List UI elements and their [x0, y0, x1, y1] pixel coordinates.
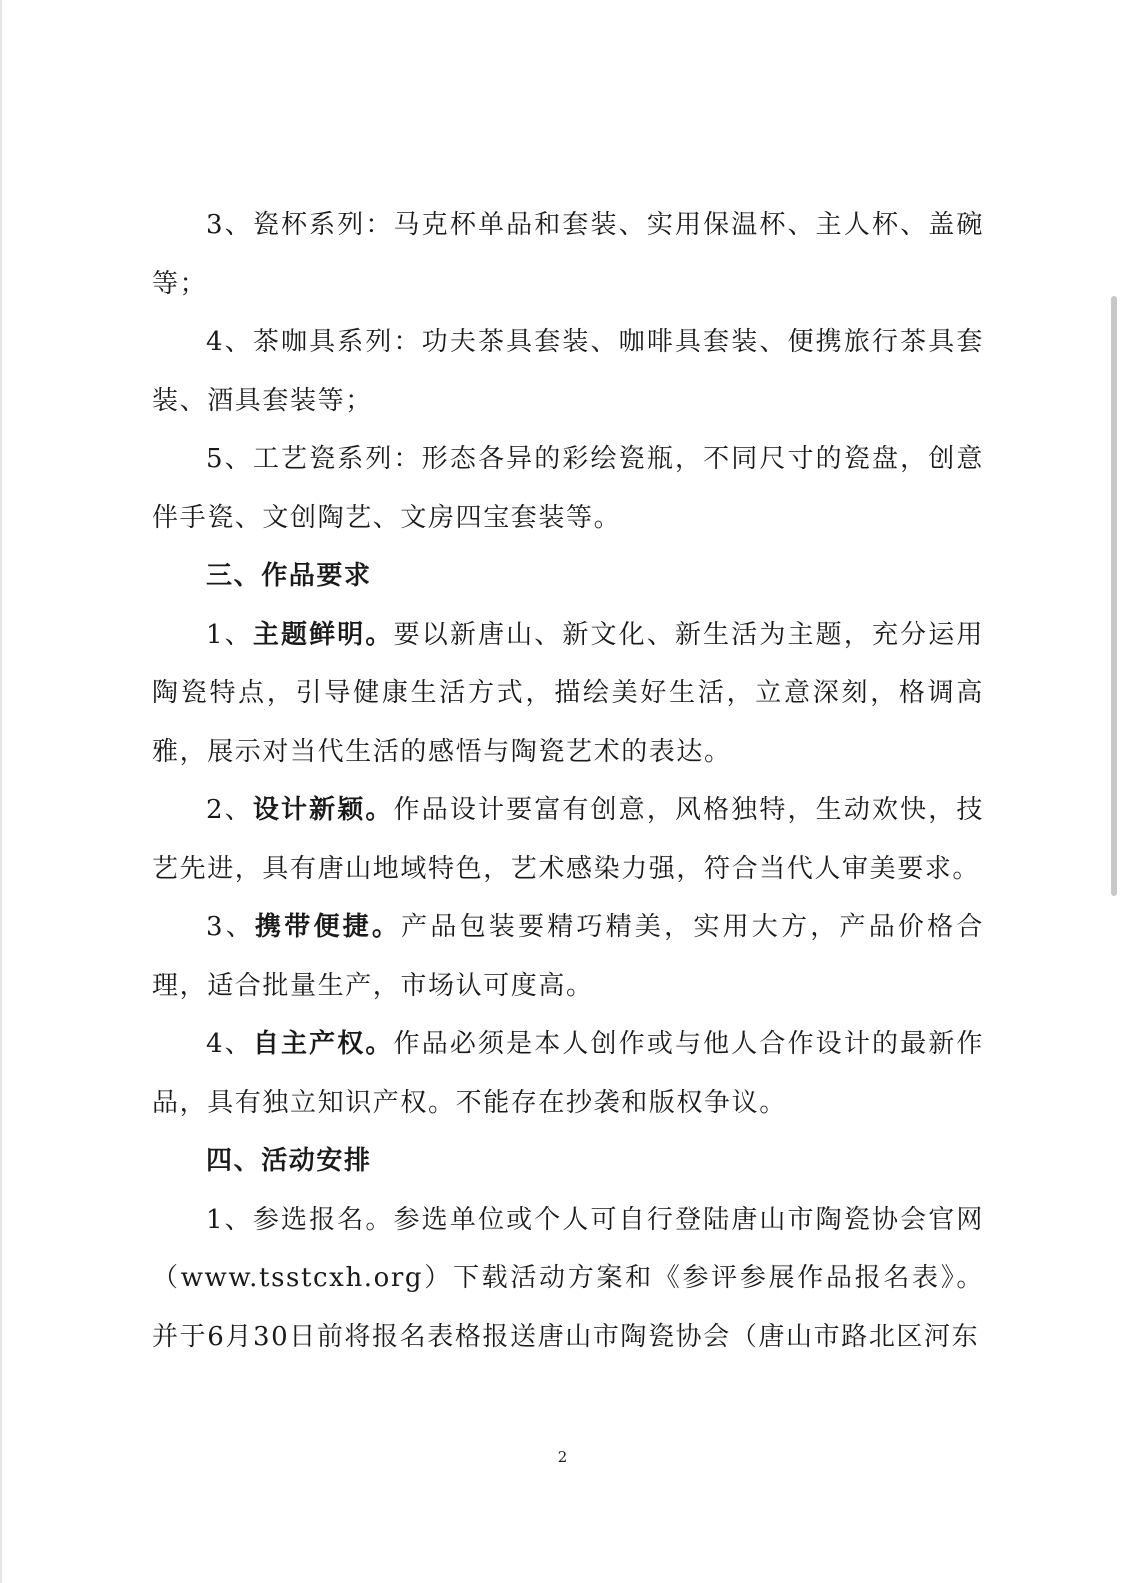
item-number: 4、: [206, 1029, 253, 1059]
item-text: 作品必须是本人创作或与他人合作设计的最新作品，具有独立知识产权。不能存在抄袭和版权争议。: [152, 1029, 984, 1118]
paragraph-cups: 3、瓷杯系列：马克杯单品和套装、实用保温杯、主人杯、盖碗等；: [152, 210, 984, 299]
item-text: 要以新唐山、新文化、新生活为主题，充分运用陶瓷特点，引导健康生活方式，描绘美好生活，立意深刻，格调高雅，展示对当代生活的感悟与陶瓷艺术的表达。: [152, 619, 984, 767]
requirement-portable: [152, 898, 984, 1015]
item-number: 2、: [206, 795, 253, 825]
section-heading-requirements: 三、作品要求: [206, 561, 372, 591]
item-text: 产品包装要精巧精美，实用大方，产品价格合理，适合批量生产，市场认可度高。: [152, 912, 984, 1001]
section-heading-schedule: 四、活动安排: [206, 1146, 372, 1176]
requirement-ip: [152, 1015, 984, 1132]
item-lead: 携带便捷。: [255, 912, 402, 942]
item-lead: 主题鲜明。: [252, 619, 394, 650]
page-number: 2: [557, 1448, 568, 1466]
item-lead: 设计新颖。: [252, 795, 394, 825]
requirement-theme: [152, 606, 984, 782]
item-number: 1、: [206, 619, 253, 650]
page-edge: [0, 0, 2, 1583]
paragraph-registration: 1、参选报名。参选单位或个人可自行登陆唐山市陶瓷协会官网（www.tsstcxh.org）下载活动方案和《参评参展作品报名表》。并于6月30日前将报名表格报送唐山市陶瓷协会（唐山市路北区河东: [152, 1204, 984, 1352]
item-lead: 自主产权。: [252, 1029, 394, 1059]
scrollbar-thumb[interactable]: [1111, 296, 1117, 896]
item-text: 作品设计要富有创意，风格独特，生动欢快，技艺先进，具有唐山地域特色，艺术感染力强，符合当代人审美要求。: [152, 795, 984, 884]
paragraph-tea-coffee: 4、茶咖具系列：功夫茶具套装、咖啡具套装、便携旅行茶具套装、酒具套装等；: [152, 327, 984, 416]
document-body: [152, 196, 984, 1366]
requirement-design: [152, 781, 984, 898]
paragraph-craft-porcelain: 5、工艺瓷系列：形态各异的彩绘瓷瓶，不同尺寸的瓷盘，创意伴手瓷、文创陶艺、文房四宝套装等。: [152, 444, 984, 533]
item-number: 3、: [206, 912, 255, 942]
